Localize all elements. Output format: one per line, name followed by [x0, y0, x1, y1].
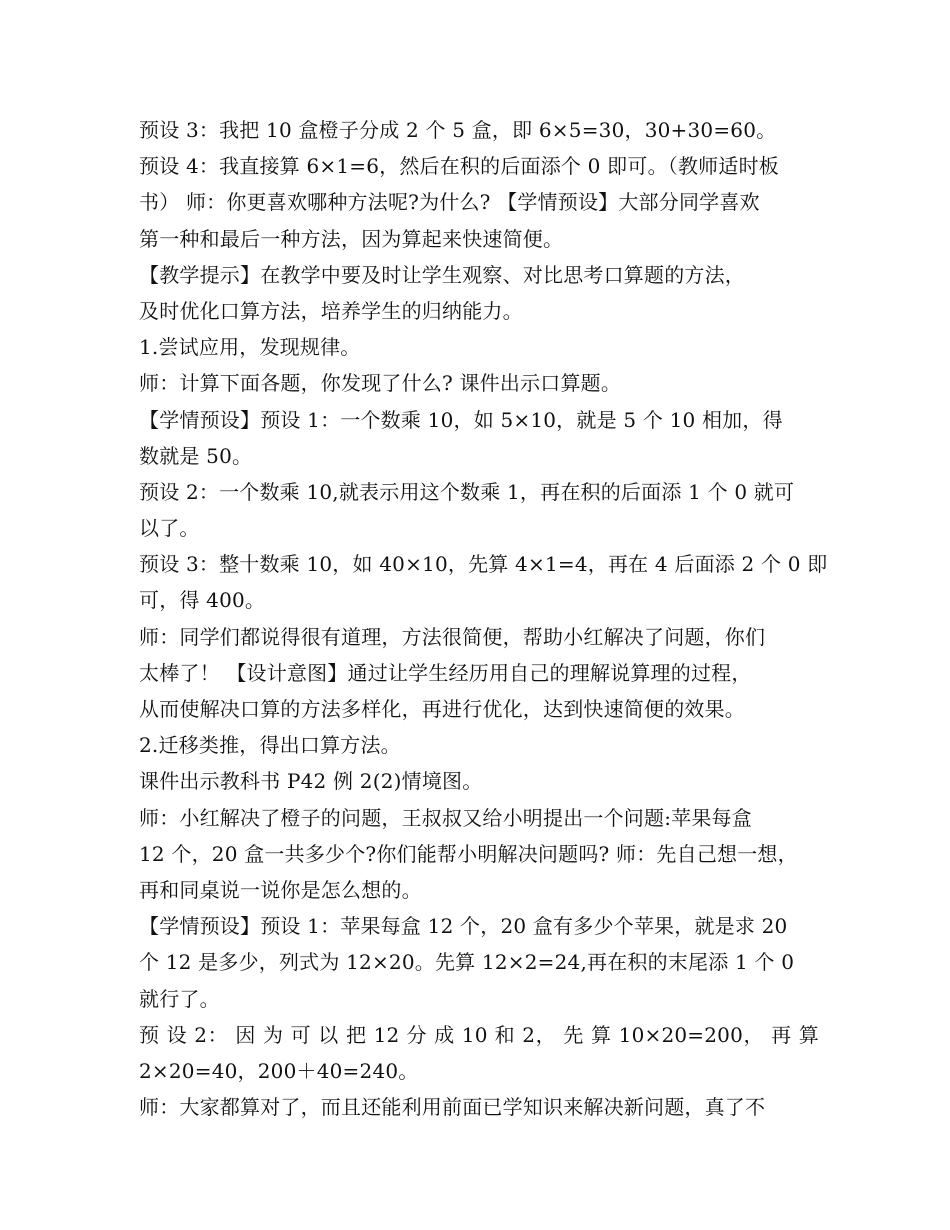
- text-line: 可，得 400。: [139, 588, 266, 613]
- text-line: 以了。: [139, 516, 200, 541]
- text-line: 预设 2：一个数乘 10,就表示用这个数乘 1，再在积的后面添 1 个 0 就可: [139, 479, 795, 504]
- document-body: [139, 112, 828, 1125]
- text-line: 课件出示教科书 P42 例 2(2)情境图。: [139, 769, 483, 794]
- text-line: 个 12 是多少，列式为 12×20。先算 12×2=24,再在积的末尾添 1 个 0: [139, 950, 795, 975]
- text-line: 预设 4：我直接算 6×1=6，然后在积的后面添个 0 即可。（教师适时板: [139, 154, 779, 179]
- text-line: 1.尝试应用，发现规律。: [139, 335, 361, 360]
- text-line: 数就是 50。: [139, 443, 253, 468]
- text-line: 【教学提示】在教学中要及时让学生观察、对比思考口算题的方法，: [139, 262, 745, 287]
- text-line: 及时优化口算方法，培养学生的归纳能力。: [139, 298, 523, 323]
- text-line: 【学情预设】预设 1：一个数乘 10，如 5×10，就是 5 个 10 相加，得: [139, 407, 783, 432]
- text-line: 12 个，20 盒一共多少个?你们能帮小明解决问题吗? 师：先自己想一想，: [139, 841, 798, 866]
- text-line: 从而使解决口算的方法多样化，再进行优化，达到快速简便的效果。: [139, 697, 745, 721]
- text-line: 师：小红解决了橙子的问题，王叔叔又给小明提出一个问题:苹果每盒: [139, 805, 752, 830]
- text-line: 师：计算下面各题，你发现了什么? 课件出示口算题。: [139, 371, 622, 396]
- text-line: 师：同学们都说得很有道理，方法很简便，帮助小红解决了问题，你们: [139, 624, 766, 649]
- text-line: 2.迁移类推，得出口算方法。: [139, 733, 401, 758]
- text-line: 书） 师：你更喜欢哪种方法呢?为什么? 【学情预设】大部分同学喜欢: [139, 190, 760, 215]
- text-line: 【学情预设】预设 1：苹果每盒 12 个，20 盒有多少个苹果，就是求 20: [139, 914, 788, 939]
- text-line: 师：大家都算对了，而且还能利用前面已学知识来解决新问题，真了不: [139, 1095, 766, 1120]
- text-line: 2×20=40，200＋40=240。: [139, 1058, 419, 1083]
- text-line: 太棒了！ 【设计意图】通过让学生经历用自己的理解说算理的过程，: [139, 660, 752, 685]
- text-line: 第一种和最后一种方法，因为算起来快速简便。: [139, 226, 564, 251]
- text-line: 预 设 2： 因 为 可 以 把 12 分 成 10 和 2， 先 算 10×20=200， 再 算: [139, 1022, 819, 1047]
- text-line: 预设 3：我把 10 盒橙子分成 2 个 5 盒，即 6×5=30，30+30=60。: [139, 118, 777, 142]
- text-line: 再和同桌说一说你是怎么想的。: [139, 877, 422, 902]
- text-line: 就行了。: [139, 986, 220, 1011]
- text-line: 预设 3：整十数乘 10，如 40×10，先算 4×1=4，再在 4 后面添 2 个 0 即: [139, 552, 828, 577]
